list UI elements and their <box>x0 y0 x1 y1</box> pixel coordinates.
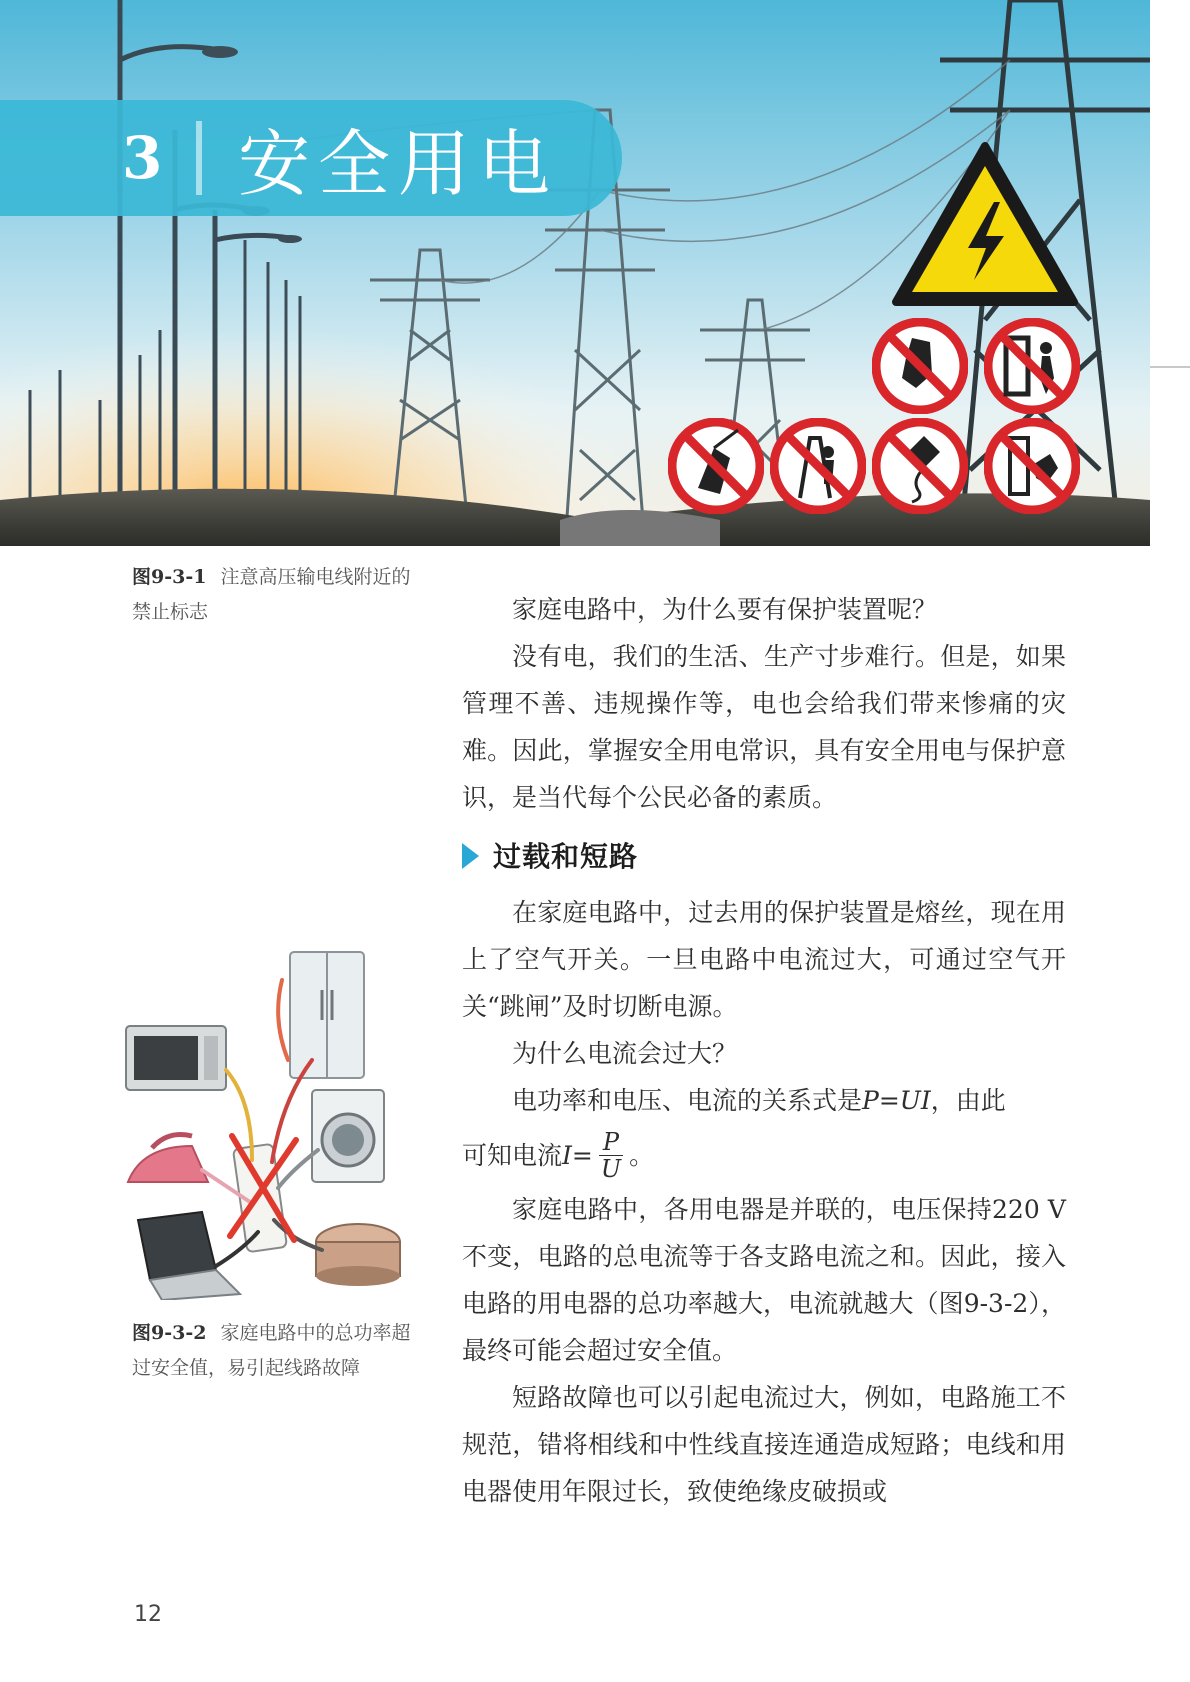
figure1-caption <box>132 560 424 630</box>
no-touching-icon <box>872 318 968 414</box>
chapter-title-banner <box>0 100 622 216</box>
current-question-paragraph: 为什么电流会过大？ <box>512 1039 738 1068</box>
no-fishing-icon <box>668 418 764 514</box>
fraction-denominator: U <box>600 1154 622 1183</box>
high-voltage-warning-icon <box>890 140 1080 310</box>
parallel-circuit-paragraph: 家庭电路中，各用电器是并联的，电压保持220 V不变，电路的总电流等于各支路电流之和。因此，接入电路的用电器的总功率越大，电流就越大（图9-3-2），最终可能会超过安全值。 <box>462 1195 1066 1365</box>
main-text-column <box>462 586 1066 1515</box>
section-title: 过载和短路 <box>493 839 639 873</box>
refrigerator-icon <box>290 952 364 1078</box>
title-divider <box>196 121 202 195</box>
section-arrow-icon <box>462 843 479 869</box>
figure1-caption-text: 注意高压输电线附近的禁止标志 <box>132 566 411 623</box>
short-circuit-paragraph: 短路故障也可以引起电流过大，例如，电路施工不规范，错将相线和中性线直接连通造成短路；电线和用电器使用年限过长，致使绝缘皮破损或 <box>462 1383 1066 1506</box>
figure2-caption-text: 家庭电路中的总功率超过安全值，易引起线路故障 <box>132 1322 411 1379</box>
formula-period: 。 <box>629 1140 655 1170</box>
figure2-number: 图9-3-2 <box>132 1322 207 1344</box>
figure1-number: 图9-3-1 <box>132 566 207 588</box>
current-variable: I <box>562 1140 572 1170</box>
question-paragraph: 家庭电路中，为什么要有保护装置呢？ <box>512 595 938 624</box>
page-number: 12 <box>134 1602 162 1627</box>
formula-intro-text: 电功率和电压、电流的关系式是 <box>512 1086 863 1115</box>
appliances-overload-illustration <box>122 950 424 1300</box>
power-formula: P=UI <box>862 1086 931 1115</box>
microwave-icon <box>126 1026 226 1090</box>
current-formula-line <box>462 1124 1066 1186</box>
no-kite-icon <box>872 418 968 514</box>
laptop-icon <box>138 1212 240 1300</box>
chapter-title: 安全用电 <box>238 122 559 206</box>
rice-cooker-icon <box>316 1224 400 1286</box>
fraction-numerator: P <box>599 1129 623 1156</box>
header-banner <box>0 0 1150 546</box>
equals-sign: = <box>571 1140 593 1170</box>
chapter-number: 3 <box>122 124 163 192</box>
iron-icon <box>128 1135 208 1183</box>
intro-paragraph: 没有电，我们的生活、生产寸步难行。但是，如果管理不善、违规操作等，电也会给我们带来惨痛的灾难。因此，掌握安全用电常识，具有安全用电与保护意识，是当代每个公民必备的素质。 <box>462 642 1066 812</box>
formula-suffix-text: ，由此 <box>930 1086 1006 1115</box>
no-climbing-icon <box>984 318 1080 414</box>
no-climbing-tower-icon <box>770 418 866 514</box>
power-formula-paragraph <box>462 1077 1066 1124</box>
protection-device-paragraph: 在家庭电路中，过去用的保护装置是熔丝，现在用上了空气开关。一旦电路中电流过大，可通过空气开关“跳闸”及时切断电源。 <box>462 898 1066 1021</box>
section-heading <box>462 829 1066 883</box>
current-formula-prefix: 可知电流 <box>462 1140 563 1170</box>
page-edge-line <box>1150 366 1190 368</box>
fraction <box>597 1129 625 1182</box>
figure2-caption <box>132 1316 424 1386</box>
no-switch-icon <box>984 418 1080 514</box>
washing-machine-icon <box>312 1090 384 1182</box>
